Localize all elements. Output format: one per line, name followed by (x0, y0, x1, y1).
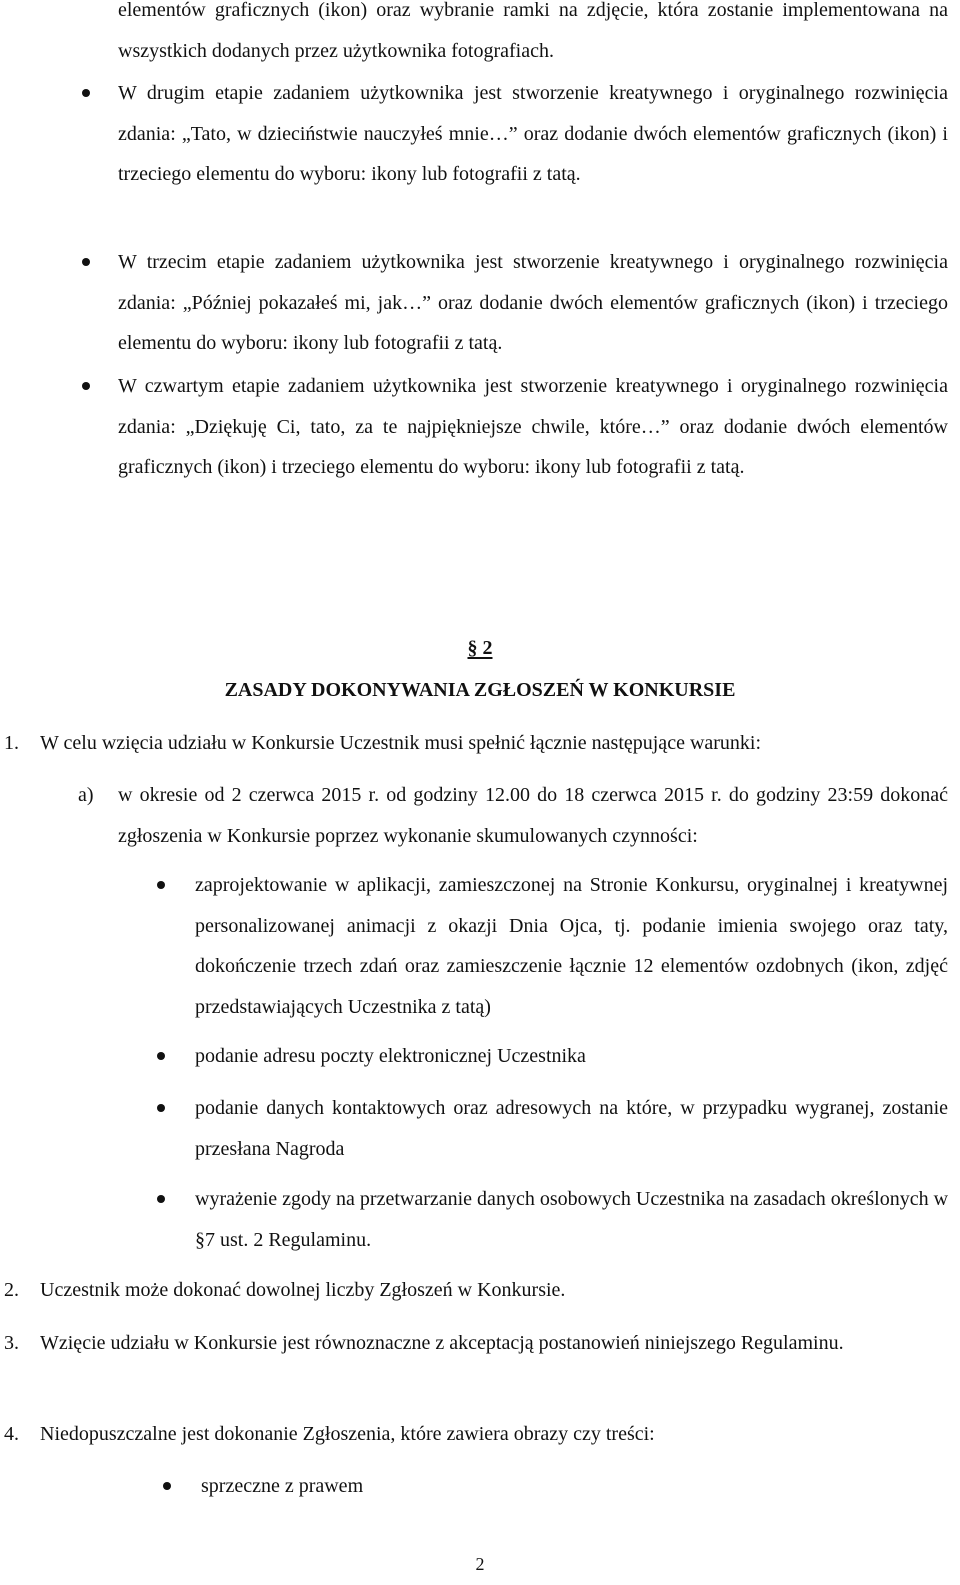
bullet-icon (82, 89, 90, 97)
requirement-bullet: podanie adresu poczty elektronicznej Uczestnika (195, 1045, 586, 1067)
bullet-icon (163, 1482, 171, 1490)
requirement-bullet: podanie danych kontaktowych oraz adresowych na które, w przypadku wygranej, zostanie przesłana Nagroda (195, 1097, 948, 1160)
bullet-icon (157, 1104, 165, 1112)
bullet-icon (157, 881, 165, 889)
bullet-icon (157, 1052, 165, 1060)
item-number: 2. (4, 1279, 19, 1301)
bullet-icon (157, 1195, 165, 1203)
item-number: 3. (4, 1332, 19, 1354)
sub-item-marker: a) (78, 784, 94, 806)
item-number: 4. (4, 1423, 19, 1445)
page-number: 2 (475, 1554, 485, 1574)
bullet-icon (82, 258, 90, 266)
continuation-paragraph: elementów graficznych (ikon) oraz wybranie ramki na zdjęcie, która zostanie implementowana na wszystkich dodanych przez użytkownika fotografiach. (118, 0, 948, 62)
restriction-bullet: sprzeczne z prawem (201, 1475, 364, 1497)
item-text: Niedopuszczalne jest dokonanie Zgłoszenia, które zawiera obrazy czy treści: (40, 1423, 655, 1445)
stage-bullet-fourth: W czwartym etapie zadaniem użytkownika jest stworzenie kreatywnego i oryginalnego rozwinięcia zdania: „Dziękuję Ci, tato, za te najpiękniejsze chwile, które…” oraz dodanie dwóch elementów graficznych (ikon) i trzeciego elementu do wyboru: ikony lub fotografii z tatą. (118, 375, 948, 478)
item-number: 1. (4, 732, 19, 754)
item-text: Wzięcie udziału w Konkursie jest równoznaczne z akceptacją postanowień niniejszego Regulaminu. (40, 1332, 844, 1354)
section-number: § 2 (467, 637, 493, 659)
stage-bullet-second: W drugim etapie zadaniem użytkownika jest stworzenie kreatywnego i oryginalnego rozwinięcia zdania: „Tato, w dzieciństwie nauczyłeś mnie…” oraz dodanie dwóch elementów graficznych (ikon) i trzeciego elementu do wyboru: ikony lub fotografii z tatą. (118, 82, 948, 185)
requirement-bullet: zaprojektowanie w aplikacji, zamieszczonej na Stronie Konkursu, oryginalnej i kreatywnej personalizowanej animacji z okazji Dnia Ojca, tj. podanie imienia swojego oraz taty, dokończenie trzech zdań oraz zamieszczenie łącznie 12 elementów ozdobnych (ikon, zdjęć przedstawiających Uczestnika z tatą) (195, 874, 948, 1018)
bullet-icon (82, 382, 90, 390)
item-text: Uczestnik może dokonać dowolnej liczby Zgłoszeń w Konkursie. (40, 1279, 566, 1301)
requirement-bullet: wyrażenie zgody na przetwarzanie danych osobowych Uczestnika na zasadach określonych w §7 ust. 2 Regulaminu. (195, 1188, 949, 1251)
stage-bullet-third: W trzecim etapie zadaniem użytkownika jest stworzenie kreatywnego i oryginalnego rozwinięcia zdania: „Później pokazałeś mi, jak…” oraz dodanie dwóch elementów graficznych (ikon) i trzeciego elementu do wyboru: ikony lub fotografii z tatą. (118, 251, 948, 354)
sub-item-text: w okresie od 2 czerwca 2015 r. od godziny 12.00 do 18 czerwca 2015 r. do godziny 23:59 dokonać zgłoszenia w Konkursie poprzez wykonanie skumulowanych czynności: (118, 784, 948, 847)
item-text: W celu wzięcia udziału w Konkursie Uczestnik musi spełnić łącznie następujące warunki: (40, 732, 762, 754)
section-title: ZASADY DOKONYWANIA ZGŁOSZEŃ W KONKURSIE (224, 679, 736, 701)
